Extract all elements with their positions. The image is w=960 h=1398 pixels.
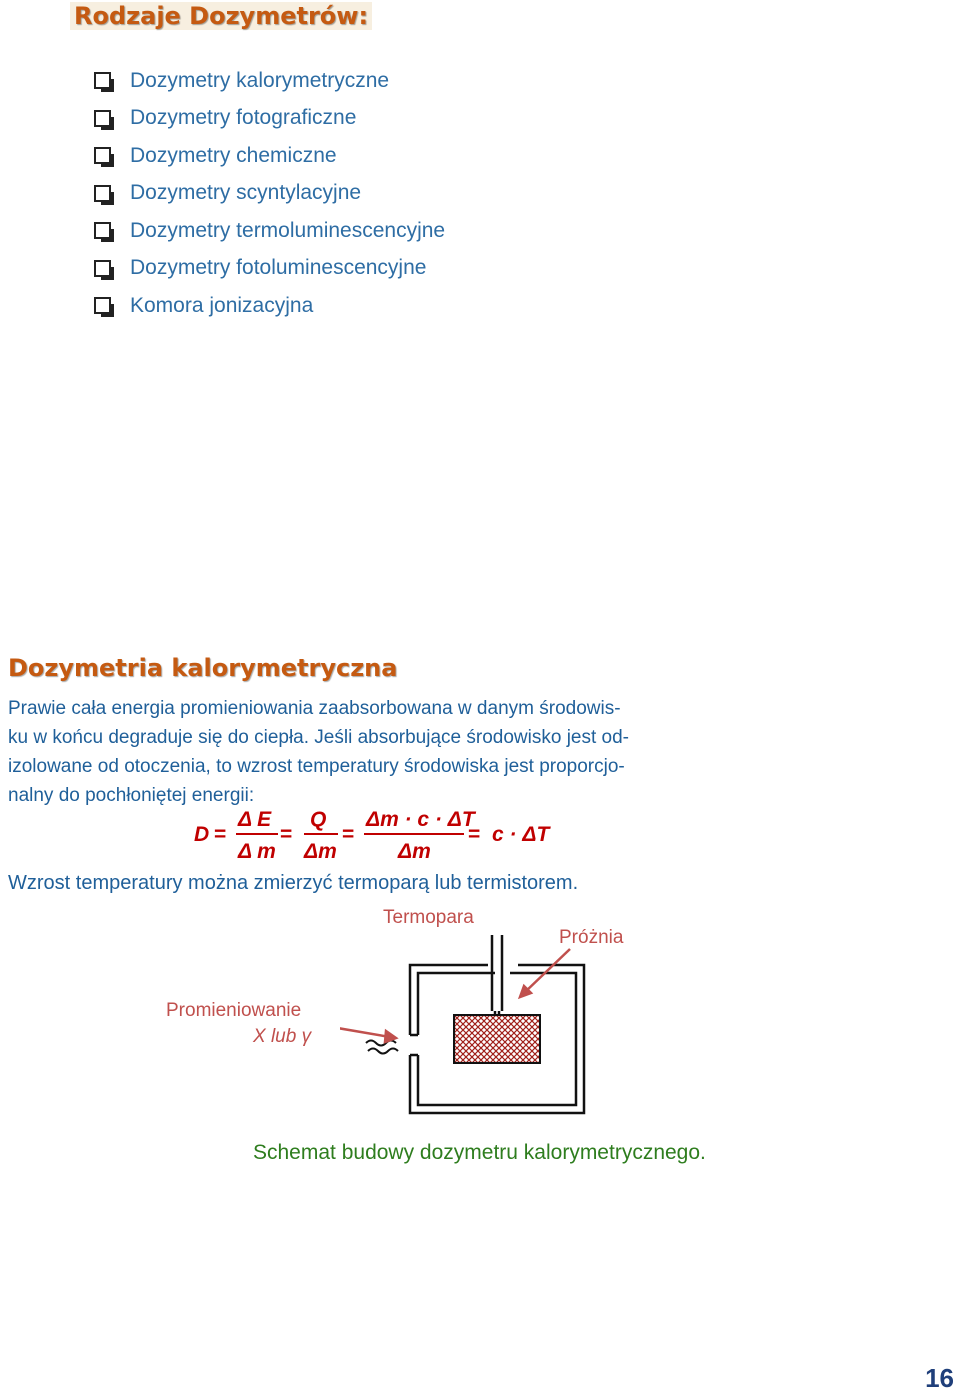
section-heading: Dozymetria kalorymetryczna: [8, 654, 398, 682]
list-item: [94, 137, 445, 175]
formula-equals: =: [214, 823, 227, 846]
list-item: [94, 250, 445, 288]
paragraph-line: nalny do pochłoniętej energii:: [8, 785, 255, 806]
diagram-caption: Schemat budowy dozymetru kalorymetrycznego.: [253, 1141, 706, 1164]
section-paragraph: [8, 694, 753, 810]
dosimeter-types-list: [94, 62, 445, 325]
list-item-label: Dozymetry fotograficzne: [130, 106, 357, 130]
radiation-waves: [366, 1041, 398, 1054]
list-item-label: Dozymetry scyntylacyjne: [130, 181, 362, 205]
checkbox-icon: [94, 222, 111, 239]
paragraph-line: Prawie cała energia promieniowania zaabsorbowana w danym środowis-: [8, 698, 621, 719]
formula-equals: =: [468, 823, 481, 846]
paragraph-line: izolowane od otoczenia, to wzrost temperatury środowiska jest proporcjo-: [8, 756, 625, 777]
label-termopara: Termopara: [383, 907, 474, 928]
label-radiation-line2: X lub γ: [253, 1026, 312, 1047]
formula-equals: =: [280, 823, 293, 846]
list-item-label: Dozymetry termoluminescencyjne: [130, 218, 446, 242]
list-item: [94, 212, 445, 250]
list-item: [94, 62, 445, 100]
measurement-note: Wzrost temperatury można zmierzyć termoparą lub termistorem.: [8, 872, 579, 894]
formula-rhs: c · ΔT: [492, 823, 550, 846]
checkbox-icon: [94, 297, 111, 314]
formula-frac2-den: Δm: [304, 840, 337, 863]
formula-frac1-num: Δ E: [238, 808, 272, 831]
list-item-label: Dozymetry kalorymetryczne: [130, 68, 390, 92]
checkbox-icon: [94, 147, 111, 164]
formula-frac3-num: Δm · c · ΔT: [366, 808, 475, 831]
page-title: Rodzaje Dozymetrów:: [70, 2, 372, 30]
formula-equals: =: [342, 823, 355, 846]
list-item-label: Dozymetry fotoluminescencyjne: [130, 256, 427, 280]
formula-lhs: D: [194, 823, 210, 846]
checkbox-icon: [94, 110, 111, 127]
absorber-block: [454, 1015, 540, 1063]
label-radiation-line1: Promieniowanie: [166, 1000, 302, 1021]
list-item-label: Komora jonizacyjna: [130, 293, 314, 317]
dose-formula: [192, 806, 572, 866]
checkbox-icon: [94, 72, 111, 89]
list-item: [94, 287, 445, 325]
formula-frac1-den: Δ m: [238, 840, 276, 863]
checkbox-icon: [94, 260, 111, 277]
page-number: 16: [925, 1363, 954, 1393]
formula-frac3-den: Δm: [398, 840, 431, 863]
formula-frac2-num: Q: [310, 808, 327, 831]
label-proznia: Próżnia: [559, 927, 624, 948]
thermocouple: [492, 935, 502, 1017]
checkbox-icon: [94, 185, 111, 202]
list-item: [94, 100, 445, 138]
list-item-label: Dozymetry chemiczne: [130, 143, 337, 167]
paragraph-line: ku w końcu degraduje się do ciepła. Jeśli absorbujące środowisko jest od-: [8, 727, 630, 748]
calorimeter-diagram: [340, 925, 780, 1165]
list-item: [94, 175, 445, 213]
